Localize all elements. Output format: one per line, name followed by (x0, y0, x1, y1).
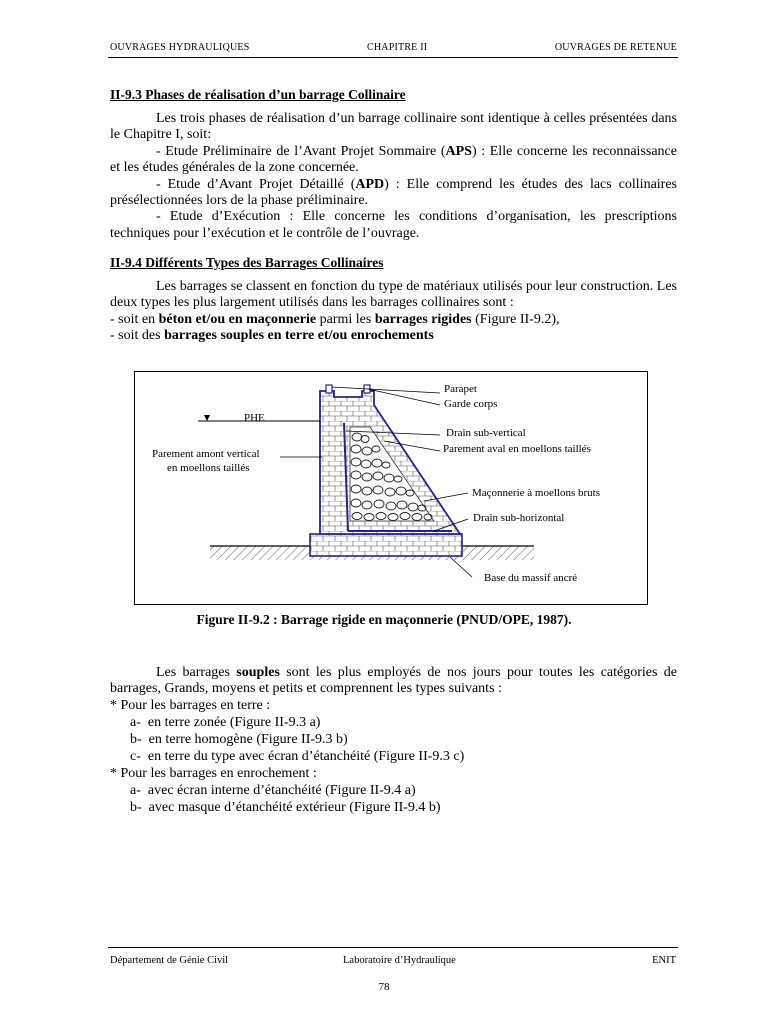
footer-left: Département de Génie Civil (110, 955, 229, 966)
header-rule (108, 57, 678, 58)
section-94-title: II-9.4 Différents Types des Barrages Collinaires (110, 255, 384, 270)
terre-item-c (130, 749, 464, 765)
foundation (310, 534, 462, 556)
souples-intro-bold: souples (236, 665, 280, 680)
enro-heading: * Pour les barrages en enrochement : (110, 766, 317, 781)
footer-right: ENIT (652, 955, 676, 966)
apd-post: ) : Elle comprend les études des lacs collinaires présélectionnées lors de la phase préliminaire. (110, 176, 677, 209)
label-parement-amont-1: Parement amont vertical (152, 448, 260, 460)
b2-bold: barrages souples en terre et/ou enrochements (164, 328, 434, 344)
list-marker: c- (130, 749, 141, 764)
section-93-title: II-9.3 Phases de réalisation d’un barrage Collinaire (110, 87, 406, 102)
header-left: OUVRAGES HYDRAULIQUES (110, 42, 250, 53)
apd-pre: - Etude d’Avant Projet Détaillé ( (156, 176, 356, 192)
label-parapet: Parapet (444, 383, 477, 395)
section-94-body (110, 279, 677, 345)
list-text: en terre homogène (Figure II-9.3 b) (148, 732, 348, 747)
b1-bold1: béton et/ou en maçonnerie (158, 311, 317, 327)
label-drain-vertical: Drain sub-vertical (446, 427, 526, 439)
terre-heading: * Pour les barrages en terre : (110, 698, 271, 713)
terre-item-b (130, 732, 348, 748)
label-drain-horizontal: Drain sub-horizontal (473, 512, 565, 524)
b2-pre: - soit des (110, 328, 165, 344)
section-93-body (110, 111, 677, 242)
label-phe: PHE (244, 412, 265, 424)
enro-item-a (130, 783, 416, 799)
souples-intro (110, 665, 677, 698)
footer-center: Laboratoire d’Hydraulique (343, 955, 456, 966)
label-parement-amont-2: en moellons taillés (167, 462, 250, 474)
section-94-bullet-1 (110, 312, 677, 328)
b1-pre: - soit en (110, 311, 159, 327)
souples-intro-post: sont les plus employés de nos jours pour toutes les catégories de barrages, Grands, moyens et petits et comprennent les types suivants : (110, 665, 677, 697)
page-number: 78 (378, 981, 390, 993)
label-maconnerie: Maçonnerie à moellons bruts (472, 487, 600, 499)
terre-item-a (130, 715, 320, 731)
b1-mid: parmi les (316, 311, 375, 327)
header-center: CHAPITRE II (367, 42, 428, 53)
aps-post: ) : Elle concerne les reconnaissance et les études générales de la zone concernée. (110, 143, 677, 176)
label-garde-corps: Garde corps (444, 398, 498, 410)
list-text: en terre du type avec écran d’étanchéité (Figure II-9.3 c) (147, 749, 465, 764)
list-text: avec écran interne d’étanchéité (Figure II-9.4 a) (147, 783, 416, 798)
aps-pre: - Etude Préliminaire de l’Avant Projet Sommaire ( (156, 143, 446, 159)
header-right: OUVRAGES DE RETENUE (554, 42, 677, 53)
list-text: avec masque d’étanchéité extérieur (Figure II-9.4 b) (148, 800, 441, 815)
footer-rule (108, 947, 678, 948)
list-text: en terre zonée (Figure II-9.3 a) (147, 715, 321, 730)
list-marker: a- (130, 783, 141, 798)
list-marker: a- (130, 715, 141, 730)
aps-abbr: APS (445, 143, 472, 159)
label-parement-aval: Parement aval en moellons taillés (443, 443, 591, 455)
section-93-intro: Les trois phases de réalisation d’un barrage collinaire sont identique à celles présentées dans le Chapitre I, soit: (110, 111, 677, 143)
section-94-intro: Les barrages se classent en fonction du type de matériaux utilisés pour leur construction. Les deux types les plus largement utilisés dans les barrages collinaires sont : (110, 279, 677, 311)
enro-item-b (130, 800, 441, 816)
figure-caption: Figure II-9.2 : Barrage rigide en maçonnerie (PNUD/OPE, 1987). (196, 612, 572, 627)
section-93-aps (110, 144, 677, 177)
section-94-bullet-2 (110, 328, 677, 344)
list-marker: b- (130, 732, 142, 747)
label-base-massif: Base du massif ancré (484, 572, 578, 584)
section-93-exec: - Etude d’Exécution : Elle concerne les conditions d’organisation, les prescriptions techniques pour l’exécution et le contrôle de l’ouvrage. (110, 209, 677, 241)
list-marker: b- (130, 800, 142, 815)
souples-intro-pre: Les barrages (156, 665, 237, 680)
parapet (326, 385, 332, 393)
b1-post: (Figure II-9.2), (471, 311, 560, 327)
apd-abbr: APD (355, 176, 385, 192)
section-93-apd (110, 177, 677, 210)
phe-marker (204, 415, 210, 421)
b1-bold2: barrages rigides (374, 311, 472, 327)
